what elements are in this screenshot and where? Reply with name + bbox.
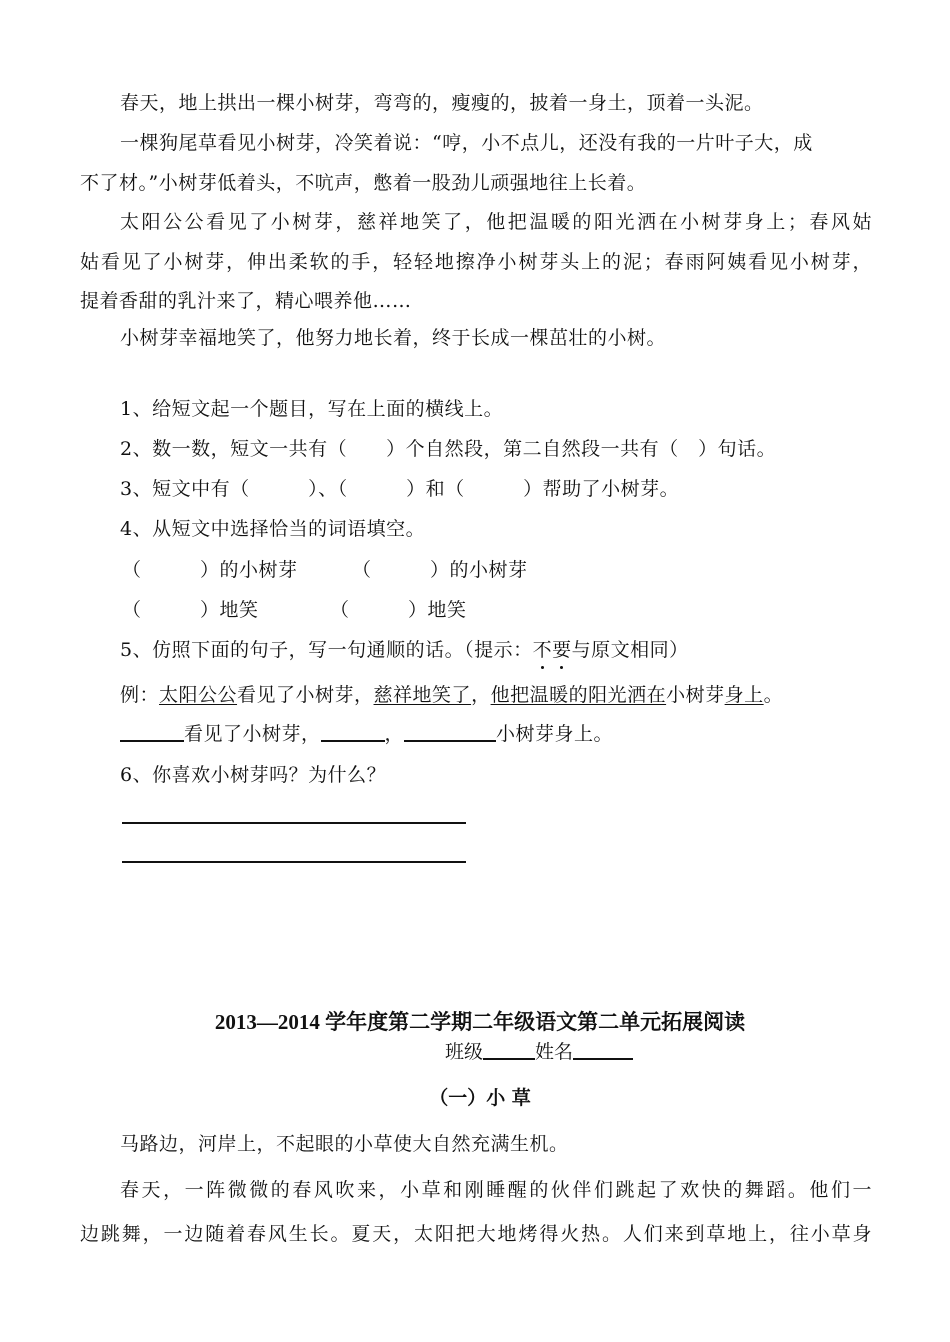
name-blank[interactable] bbox=[573, 1040, 633, 1060]
class-blank[interactable] bbox=[483, 1040, 535, 1060]
example-underlined-subject: 太阳公公 bbox=[159, 684, 238, 706]
question-2: 2、数一数，短文一共有（ ）个自然段，第二自然段一共有（ ）句话。 bbox=[120, 438, 777, 460]
fill-blank-2[interactable] bbox=[321, 722, 385, 742]
passage-heading: （一）小 草 bbox=[429, 1087, 531, 1109]
fill-in-sentence bbox=[120, 722, 920, 746]
fill-blank-1[interactable] bbox=[120, 722, 184, 742]
fill-text-3: 小树芽身上。 bbox=[496, 723, 614, 745]
fill-text-2: ， bbox=[384, 723, 405, 745]
story-paragraph-2-line-2: 不了材。”小树芽低着头，不吭声，憋着一股劲儿顽强地往上长着。 bbox=[80, 172, 647, 194]
q4-blank-a: （ ）的小树芽 bbox=[122, 559, 298, 581]
example-sentence bbox=[120, 683, 920, 707]
question-4: 4、从短文中选择恰当的词语填空。 bbox=[120, 518, 426, 540]
q4-blank-c: （ ）地笑 bbox=[122, 599, 259, 621]
name-label: 姓名 bbox=[535, 1041, 574, 1063]
fill-blank-3[interactable] bbox=[404, 722, 496, 742]
q4-blank-b: （ ）的小树芽 bbox=[352, 559, 528, 581]
q5-dotted-char-2: 要 bbox=[552, 639, 572, 661]
example-underlined-clause: 他把温暖的阳光洒在 bbox=[490, 684, 667, 706]
story-paragraph-4: 小树芽幸福地笑了，他努力地长着，终于长成一棵茁壮的小树。 bbox=[120, 327, 667, 349]
q4-blank-d: （ ）地笑 bbox=[330, 599, 467, 621]
example-text-3: 小树芽 bbox=[666, 684, 725, 706]
example-text-1: 看见了小树芽， bbox=[237, 684, 374, 706]
class-label: 班级 bbox=[445, 1041, 484, 1063]
question-1: 1、给短文起一个题目，写在上面的横线上。 bbox=[120, 398, 504, 420]
q5-dotted-char-1: 不 bbox=[532, 639, 553, 661]
story-paragraph-3-line-3: 提着香甜的乳汁来了，精心喂养他…… bbox=[80, 290, 412, 312]
question-6: 6、你喜欢小树芽吗？为什么？ bbox=[120, 764, 387, 786]
example-underlined-place: 身上 bbox=[724, 684, 764, 706]
question-5 bbox=[120, 638, 920, 662]
q5-prefix: 5、仿照下面的句子，写一句通顺的话。（提示： bbox=[120, 639, 533, 661]
question-3: 3、短文中有（ ）、（ ）和（ ）帮助了小树芽。 bbox=[120, 478, 680, 500]
story-paragraph-3-line-1: 太阳公公看见了小树芽，慈祥地笑了，他把温暖的阳光洒在小树芽身上；春风姑 bbox=[120, 211, 872, 233]
story-paragraph-2-line-1: 一棵狗尾草看见小树芽，冷笑着说：“哼，小不点儿，还没有我的一片叶子大，成 bbox=[120, 132, 813, 154]
example-text-2: ， bbox=[471, 684, 491, 706]
passage-paragraph-2-line-1: 春天，一阵微微的春风吹来，小草和刚睡醒的伙伴们跳起了欢快的舞蹈。他们一 bbox=[120, 1179, 872, 1201]
story-paragraph-3-line-2: 姑看见了小树芽，伸出柔软的手，轻轻地擦净小树芽头上的泥；春雨阿姨看见小树芽， bbox=[80, 251, 872, 273]
fill-text-1: 看见了小树芽， bbox=[184, 723, 321, 745]
answer-line-2[interactable] bbox=[122, 861, 466, 863]
example-text-4: 。 bbox=[763, 684, 784, 706]
story-paragraph-1: 春天，地上拱出一棵小树芽，弯弯的，瘦瘦的，披着一身土，顶着一头泥。 bbox=[120, 92, 764, 114]
example-underlined-action: 慈祥地笑了 bbox=[373, 684, 472, 706]
answer-line-1[interactable] bbox=[122, 822, 466, 824]
example-label: 例： bbox=[120, 684, 160, 706]
section-title: 2013—2014 学年度第二学期二年级语文第二单元拓展阅读 bbox=[214, 1010, 746, 1034]
class-name-line bbox=[445, 1040, 633, 1064]
passage-paragraph-2-line-2: 边跳舞，一边随着春风生长。夏天，太阳把大地烤得火热。人们来到草地上，往小草身 bbox=[80, 1223, 872, 1245]
q5-suffix: 与原文相同） bbox=[571, 639, 689, 661]
passage-paragraph-1: 马路边，河岸上，不起眼的小草使大自然充满生机。 bbox=[120, 1133, 569, 1155]
